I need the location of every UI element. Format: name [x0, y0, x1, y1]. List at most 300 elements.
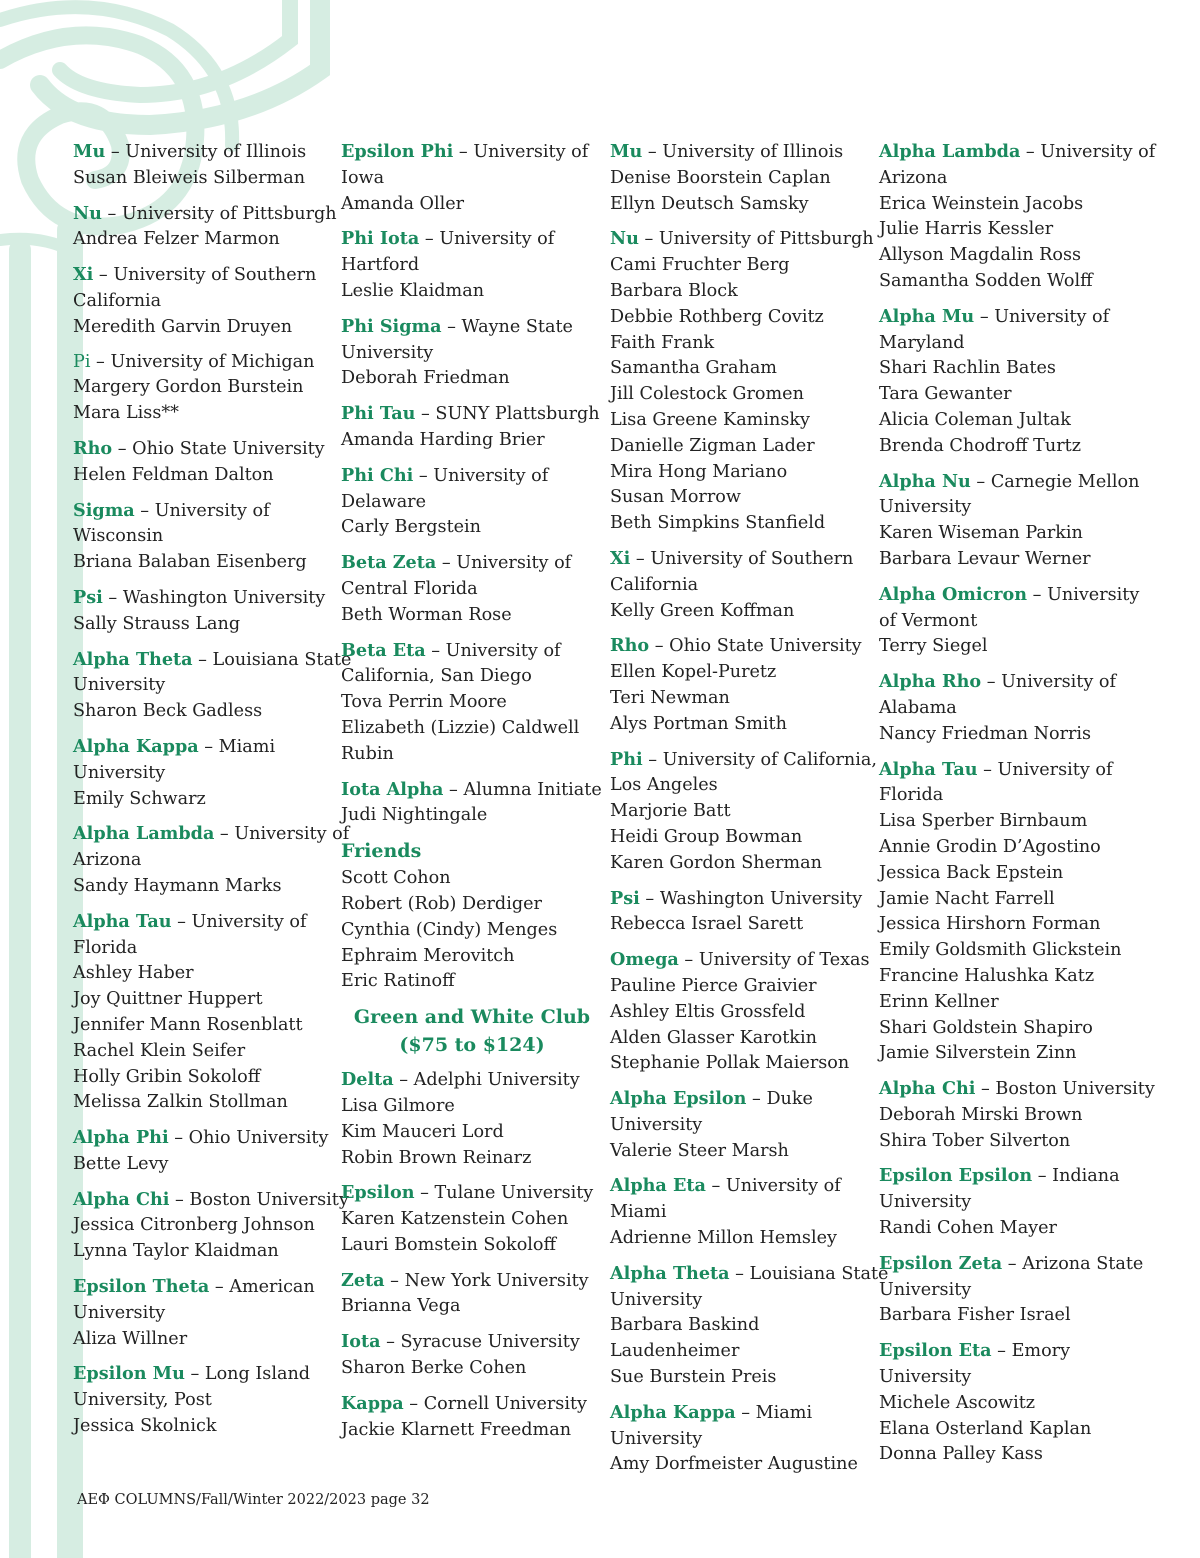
donor-group	[73, 1274, 335, 1352]
chapter-line: Alpha Mu – University of	[879, 305, 1110, 327]
donor-name: Jackie Klarnett Freedman	[341, 1419, 572, 1440]
chapter-line: Delta – Adelphi University	[341, 1069, 580, 1091]
chapter-name: Epsilon	[341, 1182, 415, 1204]
donor-group	[73, 647, 352, 725]
school-name: Miami	[218, 736, 276, 757]
donor-name: Barbara Fisher Israel	[879, 1305, 1071, 1326]
donor-name: Jessica Back Epstein	[879, 862, 1064, 883]
school-name: University of	[456, 553, 572, 574]
school-name: Ohio State University	[669, 636, 862, 657]
chapter-line: Beta Eta – University of	[341, 639, 561, 661]
donor-name: Erinn Kellner	[879, 991, 999, 1012]
donor-group	[73, 139, 335, 192]
donor-group	[341, 463, 603, 541]
chapter-name: Epsilon Theta	[73, 1276, 210, 1298]
donor-name: Carly Bergstein	[341, 517, 482, 538]
donor-name: Karen Gordon Sherman	[610, 852, 822, 873]
chapter-name: Alpha Nu	[879, 470, 971, 492]
donor-group	[73, 1125, 335, 1178]
school-name: Carnegie Mellon	[990, 471, 1140, 492]
donor-name: Faith Frank	[610, 332, 715, 353]
school-name-continued: Arizona	[73, 850, 142, 871]
chapter-name: Alpha Mu	[879, 305, 975, 327]
donor-group	[879, 1338, 1141, 1468]
donor-name: Kelly Green Koffman	[610, 600, 795, 621]
donor-name: Ashley Haber	[73, 963, 194, 984]
chapter-name: Sigma	[73, 499, 135, 521]
donor-name: Andrea Felzer Marmon	[73, 229, 280, 250]
chapter-name: Alpha Rho	[879, 671, 982, 693]
donor-name: Samantha Graham	[610, 358, 777, 379]
donor-name: Sharon Berke Cohen	[341, 1358, 527, 1379]
chapter-name: Epsilon Phi	[341, 141, 454, 162]
chapter-line: Xi – University of Southern	[73, 264, 317, 286]
school-name-continued: University	[610, 1289, 703, 1310]
donor-name: Joy Quittner Huppert	[73, 989, 263, 1010]
donor-group	[73, 498, 335, 576]
chapter-line: Omega – University of Texas	[610, 949, 870, 971]
donor-name: Ellen Kopel-Puretz	[610, 662, 777, 683]
donor-group	[341, 401, 603, 454]
school-name: Ohio University	[188, 1128, 329, 1149]
chapter-line: Alpha Rho – University of	[879, 671, 1117, 693]
chapter-name: Phi Chi	[341, 464, 414, 486]
school-name: University of Illinois	[662, 142, 844, 162]
school-name: University of	[997, 759, 1113, 780]
school-name-continued: California, San Diego	[341, 666, 532, 687]
donor-group	[879, 469, 1141, 573]
school-name: Louisiana State	[212, 649, 352, 670]
school-name-continued: University	[73, 675, 166, 696]
donor-name: Bette Levy	[73, 1153, 169, 1174]
donor-name: Lisa Greene Kaminsky	[610, 409, 810, 430]
school-name-continued: Florida	[879, 785, 944, 806]
donor-name: Emily Goldsmith Glickstein	[879, 940, 1122, 961]
donor-name: Beth Simpkins Stanfield	[610, 513, 826, 534]
donor-name: Randi Cohen Mayer	[879, 1218, 1057, 1239]
donor-group	[341, 1180, 603, 1258]
school-name: University of	[1040, 142, 1156, 162]
chapter-line: Alpha Lambda – University of	[879, 141, 1156, 162]
school-name: Boston University	[189, 1189, 349, 1210]
donor-name: Brenda Chodroff Turtz	[879, 435, 1081, 456]
chapter-line: Alpha Lambda – University of	[73, 823, 350, 845]
donor-name: Valerie Steer Marsh	[610, 1140, 789, 1161]
school-name-continued: University, Post	[73, 1390, 212, 1411]
donor-name: Adrienne Millon Hemsley	[610, 1228, 837, 1249]
donor-group	[610, 886, 872, 939]
school-name: Boston University	[995, 1079, 1155, 1100]
donor-name: Sharon Beck Gadless	[73, 701, 263, 722]
school-name: University of	[433, 465, 549, 486]
school-name: University of	[1001, 672, 1117, 693]
donor-name: Elana Osterland Kaplan	[879, 1418, 1092, 1439]
school-name-continued: Hartford	[341, 255, 420, 276]
chapter-name: Alpha Eta	[610, 1175, 706, 1197]
chapter-line: Xi – University of Southern	[610, 547, 854, 569]
donor-group	[610, 633, 872, 737]
donor-name: Tova Perrin Moore	[341, 692, 507, 713]
section-heading: Friends	[341, 840, 422, 863]
chapter-name: Omega	[610, 949, 679, 971]
chapter-name: Alpha Chi	[73, 1188, 170, 1210]
donor-group	[73, 201, 335, 254]
donor-group	[610, 1400, 872, 1478]
school-name: SUNY Plattsburgh	[435, 404, 600, 425]
school-name: Adelphi University	[413, 1070, 580, 1091]
donor-name: Annie Grodin D’Agostino	[879, 836, 1101, 857]
donor-group	[879, 304, 1141, 460]
column-4	[879, 139, 1156, 1477]
school-name-continued: Arizona	[879, 167, 948, 188]
donor-name: Melissa Zalkin Stollman	[73, 1092, 288, 1113]
chapter-line: Epsilon Eta – Emory	[879, 1340, 1071, 1362]
chapter-name: Alpha Theta	[610, 1262, 730, 1284]
donor-group	[879, 1163, 1141, 1241]
school-name: Arizona State	[1022, 1253, 1144, 1274]
donor-name: Elizabeth (Lizzie) Caldwell	[341, 717, 580, 738]
donor-name: Margery Gordon Burstein	[73, 377, 304, 398]
donor-group	[73, 436, 335, 489]
donor-group	[610, 747, 877, 877]
donor-name: Emily Schwarz	[73, 788, 206, 809]
school-name-continued: University	[73, 1302, 166, 1323]
donor-name: Cami Fruchter Berg	[610, 255, 790, 276]
donor-name: Deborah Friedman	[341, 368, 510, 389]
donor-name: Stephanie Pollak Maierson	[610, 1053, 850, 1074]
donor-group	[879, 1251, 1144, 1329]
school-name-continued: Maryland	[879, 332, 965, 353]
chapter-name: Phi Sigma	[341, 315, 442, 337]
donor-name: Mira Hong Mariano	[610, 461, 788, 482]
donor-name: Marjorie Batt	[610, 801, 731, 822]
school-name: University of	[234, 824, 350, 845]
chapter-name: Alpha Lambda	[879, 141, 1021, 162]
chapter-name: Mu	[610, 141, 643, 162]
school-name: Washington University	[659, 888, 863, 909]
donor-name: Danielle Zigman Lader	[610, 435, 815, 456]
donor-name: Teri Newman	[610, 687, 730, 708]
donor-group	[341, 1391, 603, 1444]
chapter-line: Epsilon Zeta – Arizona State	[879, 1252, 1144, 1274]
donor-group	[73, 1187, 349, 1265]
school-name: University of	[473, 142, 589, 162]
donor-name: Robert (Rob) Derdiger	[341, 893, 542, 914]
section-heading: Green and White Club	[353, 1006, 591, 1029]
donor-name: Jamie Silverstein Zinn	[879, 1043, 1077, 1064]
donor-group	[341, 226, 603, 304]
chapter-name: Alpha Tau	[879, 758, 978, 780]
chapter-name: Alpha Lambda	[73, 823, 215, 845]
donor-group	[879, 582, 1141, 660]
chapter-name: Iota Alpha	[341, 778, 444, 800]
chapter-line: Alpha Theta – Louisiana State	[73, 648, 352, 670]
chapter-name: Alpha Omicron	[879, 583, 1028, 605]
chapter-name: Nu	[610, 228, 639, 250]
donor-name: Beth Worman Rose	[341, 604, 512, 625]
chapter-line: Sigma – University of	[73, 499, 270, 521]
donor-name: Kim Mauceri Lord	[341, 1121, 504, 1142]
chapter-line: Alpha Epsilon – Duke	[610, 1088, 813, 1110]
donor-name: Susan Bleiweis Silberman	[73, 167, 306, 188]
chapter-line: Iota – Syracuse University	[341, 1331, 580, 1353]
school-name: University of Southern	[650, 548, 854, 569]
donor-name: Leslie Klaidman	[341, 280, 485, 301]
school-name-continued: Los Angeles	[610, 775, 718, 796]
donor-group	[341, 1067, 603, 1171]
donor-name: Jill Colestock Gromen	[610, 384, 804, 405]
donor-name: Amy Dorfmeister Augustine	[610, 1454, 858, 1475]
donor-name: Jessica Citronberg Johnson	[73, 1215, 315, 1236]
donor-name: Nancy Friedman Norris	[879, 723, 1092, 744]
donor-name: Debbie Rothberg Covitz	[610, 306, 824, 327]
donor-name: Rubin	[341, 743, 394, 764]
chapter-line: Phi Tau – SUNY Plattsburgh	[341, 403, 600, 425]
chapter-line: Phi – University of California,	[610, 748, 877, 770]
school-name-continued: University	[610, 1428, 703, 1449]
chapter-name: Alpha Kappa	[73, 735, 199, 757]
chapter-name: Epsilon Mu	[73, 1363, 185, 1385]
donor-name: Terry Siegel	[879, 636, 988, 657]
donor-name: Barbara Block	[610, 280, 738, 301]
school-name: Syracuse University	[400, 1332, 580, 1353]
school-name: University of California,	[662, 749, 877, 770]
donor-name: Helen Feldman Dalton	[73, 464, 274, 485]
chapter-line: Epsilon – Tulane University	[341, 1182, 594, 1204]
school-name-continued: Central Florida	[341, 578, 478, 599]
chapter-line: Alpha Theta – Louisiana State	[610, 1262, 889, 1284]
donor-group	[610, 1086, 872, 1164]
donor-name: Ephraim Merovitch	[341, 945, 515, 966]
chapter-name: Epsilon Zeta	[879, 1252, 1003, 1274]
chapter-name: Epsilon Eta	[879, 1340, 992, 1362]
donor-name: Samantha Sodden Wolff	[879, 270, 1093, 291]
donor-group	[610, 1173, 872, 1251]
school-name: University of Michigan	[110, 351, 315, 372]
donor-name: Robin Brown Reinarz	[341, 1147, 532, 1168]
chapter-line: Alpha Kappa – Miami	[610, 1401, 813, 1423]
chapter-name: Alpha Phi	[73, 1127, 169, 1149]
chapter-line: Epsilon Mu – Long Island	[73, 1363, 311, 1385]
chapter-name: Mu	[73, 141, 106, 162]
chapter-name: Epsilon Epsilon	[879, 1165, 1033, 1187]
donor-name: Jessica Skolnick	[73, 1416, 217, 1437]
chapter-name: Phi Tau	[341, 403, 416, 425]
donor-name: Tara Gewanter	[879, 384, 1012, 405]
column-1	[73, 139, 352, 1449]
school-name: University of Pittsburgh	[658, 229, 874, 250]
donor-name: Alicia Coleman Jultak	[879, 409, 1071, 430]
chapter-name: Psi	[610, 887, 640, 909]
donor-name: Amanda Harding Brier	[341, 429, 545, 450]
chapter-line: Phi Chi – University of	[341, 464, 549, 486]
chapter-name: Phi Iota	[341, 228, 420, 250]
school-name-continued: Wisconsin	[73, 526, 164, 547]
donor-name: Shira Tober Silverton	[879, 1130, 1071, 1151]
chapter-line: Epsilon Phi – University of	[341, 141, 589, 162]
donor-name: Denise Boorstein Caplan	[610, 167, 831, 188]
donor-name: Mara Liss**	[73, 403, 179, 424]
chapter-line: Psi – Washington University	[73, 586, 326, 608]
donor-group	[610, 546, 872, 624]
school-name: Tulane University	[434, 1183, 594, 1204]
donor-group	[341, 638, 603, 768]
donor-name: Laudenheimer	[610, 1341, 740, 1362]
school-name: Wayne State	[461, 316, 573, 337]
chapter-name: Rho	[610, 635, 650, 657]
donor-name: Lauri Bomstein Sokoloff	[341, 1234, 557, 1255]
donor-name: Meredith Garvin Druyen	[73, 316, 293, 337]
donor-group	[341, 1268, 603, 1321]
school-name: University	[1047, 584, 1140, 605]
chapter-name: Beta Eta	[341, 639, 426, 661]
school-name-continued: Miami	[610, 1202, 667, 1223]
donor-name: Jennifer Mann Rosenblatt	[73, 1014, 303, 1035]
donor-name: Ashley Eltis Grossfeld	[610, 1001, 806, 1022]
school-name: Ohio State University	[132, 438, 325, 459]
chapter-line: Epsilon Epsilon – Indiana	[879, 1165, 1120, 1187]
donor-name: Shari Goldstein Shapiro	[879, 1017, 1093, 1038]
school-name-continued: of Vermont	[879, 610, 978, 631]
donor-name: Holly Gribin Sokoloff	[73, 1066, 261, 1087]
donor-group	[341, 314, 603, 392]
school-name-continued: California	[610, 574, 699, 595]
donor-name: Aliza Willner	[73, 1328, 188, 1349]
school-name: Louisiana State	[749, 1263, 889, 1284]
school-name-continued: University	[879, 1367, 972, 1388]
chapter-name: Alpha Tau	[73, 910, 172, 932]
donor-name: Eric Ratinoff	[341, 971, 455, 992]
donor-group	[73, 1361, 335, 1439]
school-name: University of	[445, 640, 561, 661]
chapter-name: Xi	[610, 547, 631, 569]
chapter-line: Alpha Chi – Boston University	[73, 1188, 349, 1210]
donor-name: Pauline Pierce Graivier	[610, 975, 817, 996]
donor-name: Francine Halushka Katz	[879, 965, 1095, 986]
school-name: Duke	[766, 1089, 813, 1110]
donor-name: Jamie Nacht Farrell	[879, 888, 1055, 909]
donor-name: Erica Weinstein Jacobs	[879, 193, 1084, 214]
chapter-line: Alpha Kappa – Miami	[73, 735, 276, 757]
donor-group	[341, 1004, 603, 1058]
donor-name: Susan Morrow	[610, 487, 741, 508]
school-name-continued: University	[879, 497, 972, 518]
chapter-name: Pi	[73, 351, 91, 372]
donor-group	[341, 777, 603, 830]
chapter-name: Iota	[341, 1331, 381, 1353]
donor-name: Michele Ascowitz	[879, 1392, 1036, 1413]
donor-group	[73, 262, 335, 340]
school-name: University of Pittsburgh	[121, 203, 337, 224]
school-name: University of Southern	[113, 265, 317, 286]
section-subheading: ($75 to $124)	[399, 1034, 545, 1057]
donor-group	[73, 821, 350, 899]
donor-name: Alys Portman Smith	[610, 713, 787, 734]
school-name: American	[229, 1277, 315, 1298]
donor-group	[610, 947, 872, 1077]
donor-name: Judi Nightingale	[341, 805, 488, 826]
school-name: Cornell University	[423, 1393, 587, 1414]
chapter-line: Zeta – New York University	[341, 1269, 589, 1291]
donor-name: Allyson Magdalin Ross	[879, 245, 1082, 266]
donor-name: Lisa Gilmore	[341, 1095, 455, 1116]
chapter-line: Alpha Omicron – University	[879, 583, 1140, 605]
donor-group	[341, 1329, 603, 1382]
chapter-line: Alpha Tau – University of	[879, 758, 1113, 780]
donor-group	[73, 350, 335, 427]
donor-name: Cynthia (Cindy) Menges	[341, 919, 558, 940]
donor-name: Brianna Vega	[341, 1296, 461, 1317]
donor-group	[341, 139, 603, 217]
donor-name: Alden Glasser Karotkin	[610, 1027, 817, 1048]
chapter-name: Alpha Kappa	[610, 1401, 736, 1423]
chapter-name: Alpha Chi	[879, 1078, 976, 1100]
chapter-line: Pi – University of Michigan	[73, 351, 315, 372]
chapter-line: Epsilon Theta – American	[73, 1276, 315, 1298]
donor-group	[73, 734, 335, 812]
chapter-name: Xi	[73, 264, 94, 286]
chapter-name: Phi	[610, 748, 643, 770]
donor-group	[73, 585, 335, 638]
donor-name: Ellyn Deutsch Samsky	[610, 193, 809, 214]
donor-name: Sue Burstein Preis	[610, 1367, 777, 1388]
chapter-name: Zeta	[341, 1269, 385, 1291]
donor-group	[610, 139, 872, 217]
donor-name: Deborah Mirski Brown	[879, 1104, 1083, 1125]
donor-group	[879, 139, 1156, 295]
school-name-continued: Florida	[73, 937, 138, 958]
school-name: Alumna Initiate	[463, 779, 602, 800]
school-name: University of	[154, 500, 270, 521]
donor-name: Karen Katzenstein Cohen	[341, 1209, 569, 1230]
chapter-name: Psi	[73, 586, 103, 608]
donor-name: Lynna Taylor Klaidman	[73, 1241, 279, 1262]
chapter-name: Alpha Theta	[73, 648, 193, 670]
school-name-continued: Alabama	[879, 697, 957, 718]
donor-name: Sandy Haymann Marks	[73, 875, 282, 896]
school-name: New York University	[404, 1270, 589, 1291]
chapter-line: Psi – Washington University	[610, 887, 863, 909]
donor-name: Amanda Oller	[341, 193, 465, 214]
school-name: University of	[994, 306, 1110, 327]
school-name: Long Island	[204, 1364, 311, 1385]
school-name: University of	[439, 229, 555, 250]
donor-name: Sally Strauss Lang	[73, 613, 241, 634]
chapter-line: Phi Iota – University of	[341, 228, 555, 250]
donor-name: Lisa Sperber Birnbaum	[879, 811, 1088, 832]
chapter-line: Alpha Nu – Carnegie Mellon	[879, 470, 1140, 492]
donor-name: Rebecca Israel Sarett	[610, 914, 804, 935]
chapter-line: Beta Zeta – University of	[341, 552, 572, 574]
school-name-continued: University	[73, 762, 166, 783]
school-name-continued: University	[879, 1279, 972, 1300]
school-name: Miami	[755, 1402, 813, 1423]
donor-name: Julie Harris Kessler	[879, 219, 1054, 240]
chapter-name: Delta	[341, 1069, 394, 1091]
donor-name: Jessica Hirshorn Forman	[879, 914, 1101, 935]
donor-group	[610, 1261, 889, 1391]
donor-name: Barbara Levaur Werner	[879, 548, 1091, 569]
donor-name: Barbara Baskind	[610, 1315, 760, 1336]
column-3	[610, 139, 889, 1487]
chapter-line: Nu – University of Pittsburgh	[73, 202, 337, 224]
chapter-line: Kappa – Cornell University	[341, 1392, 587, 1414]
donor-group	[879, 669, 1141, 747]
school-name-continued: University	[879, 1192, 972, 1213]
school-name-continued: California	[73, 290, 162, 311]
chapter-line: Rho – Ohio State University	[610, 635, 862, 657]
chapter-line: Alpha Eta – University of	[610, 1175, 841, 1197]
